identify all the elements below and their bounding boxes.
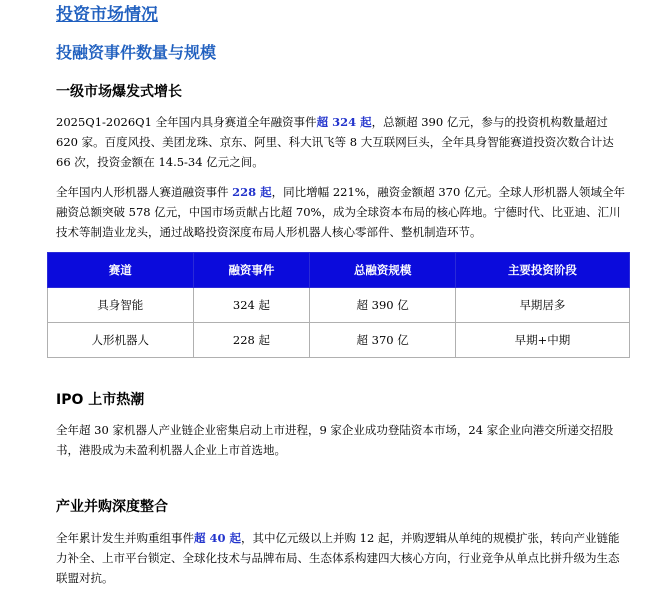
highlight-count: 超 40 起 <box>194 531 242 545</box>
table-header-events: 融资事件 <box>193 253 310 288</box>
table-cell: 早期+中期 <box>455 323 629 358</box>
paragraph-ipo: 全年超 30 家机器人产业链企业密集启动上市进程，9 家企业成功登陆资本市场，24 家企业向港交所递交招股书，港股成为未盈利机器人企业上市首选地。 <box>56 423 614 457</box>
paragraph-text: ，其中亿元级以上并购 12 起，并购逻辑从单纯的规模扩张，转向产业链能力补全、上市平台锁定、全球化技术与品牌布局、生态体系构建四大核心方向，行业竞争从单点比拼升级为生态联盟对抗。 <box>56 531 620 585</box>
highlight-count: 超 324 起 <box>316 115 372 129</box>
table-row <box>48 288 630 323</box>
highlight-count: 228 起 <box>232 185 272 199</box>
subsection-title-primary-market: 一级市场爆发式增长 <box>56 84 182 100</box>
subsection-title-mna: 产业并购深度整合 <box>56 499 168 515</box>
table-row <box>48 323 630 358</box>
financing-table <box>47 252 630 358</box>
table-cell: 超 370 亿 <box>310 323 456 358</box>
table-header-row <box>48 253 630 288</box>
section-title: 投融资事件数量与规模 <box>56 43 217 62</box>
table-cell: 超 390 亿 <box>310 288 456 323</box>
paragraph-text: 全年累计发生并购重组事件 <box>56 531 194 545</box>
table-cell: 具身智能 <box>48 288 194 323</box>
paragraph-embodied-financing <box>56 112 626 172</box>
paragraph-text: 全年国内人形机器人赛道融资事件 <box>56 185 233 199</box>
page-title: 投资市场情况 <box>56 5 158 25</box>
paragraph-mna <box>56 528 626 588</box>
paragraph-humanoid-financing <box>56 182 626 242</box>
paragraph-text: 2025Q1-2026Q1 全年国内具身赛道全年融资事件 <box>56 115 317 129</box>
table-cell: 324 起 <box>193 288 310 323</box>
paragraph-text: ，同比增幅 221%，融资金额超 370 亿元。全球人形机器人领域全年融资总额突破 578 亿元，中国市场贡献占比超 70%，成为全球资本布局的核心阵地。宁德时代、比亚迪、汇川技术等制造业龙头，通过战略投资深度布局人形机器人核心零部件、整机制造环节。 <box>56 185 625 239</box>
table-header-stage: 主要投资阶段 <box>455 253 629 288</box>
table-header-scale: 总融资规模 <box>310 253 456 288</box>
table-cell: 早期居多 <box>455 288 629 323</box>
table-cell: 228 起 <box>193 323 310 358</box>
paragraph-text: ，总额超 390 亿元，参与的投资机构数量超过 620 家。百度风投、美团龙珠、京东、阿里、科大讯飞等 8 大互联网巨头，全年具身智能赛道投资次数合计达 66 次，投资金额在 14.5-34 亿元之间。 <box>56 115 614 169</box>
subsection-title-ipo: IPO 上市热潮 <box>56 392 145 408</box>
table-header-track: 赛道 <box>48 253 194 288</box>
table-cell: 人形机器人 <box>48 323 194 358</box>
